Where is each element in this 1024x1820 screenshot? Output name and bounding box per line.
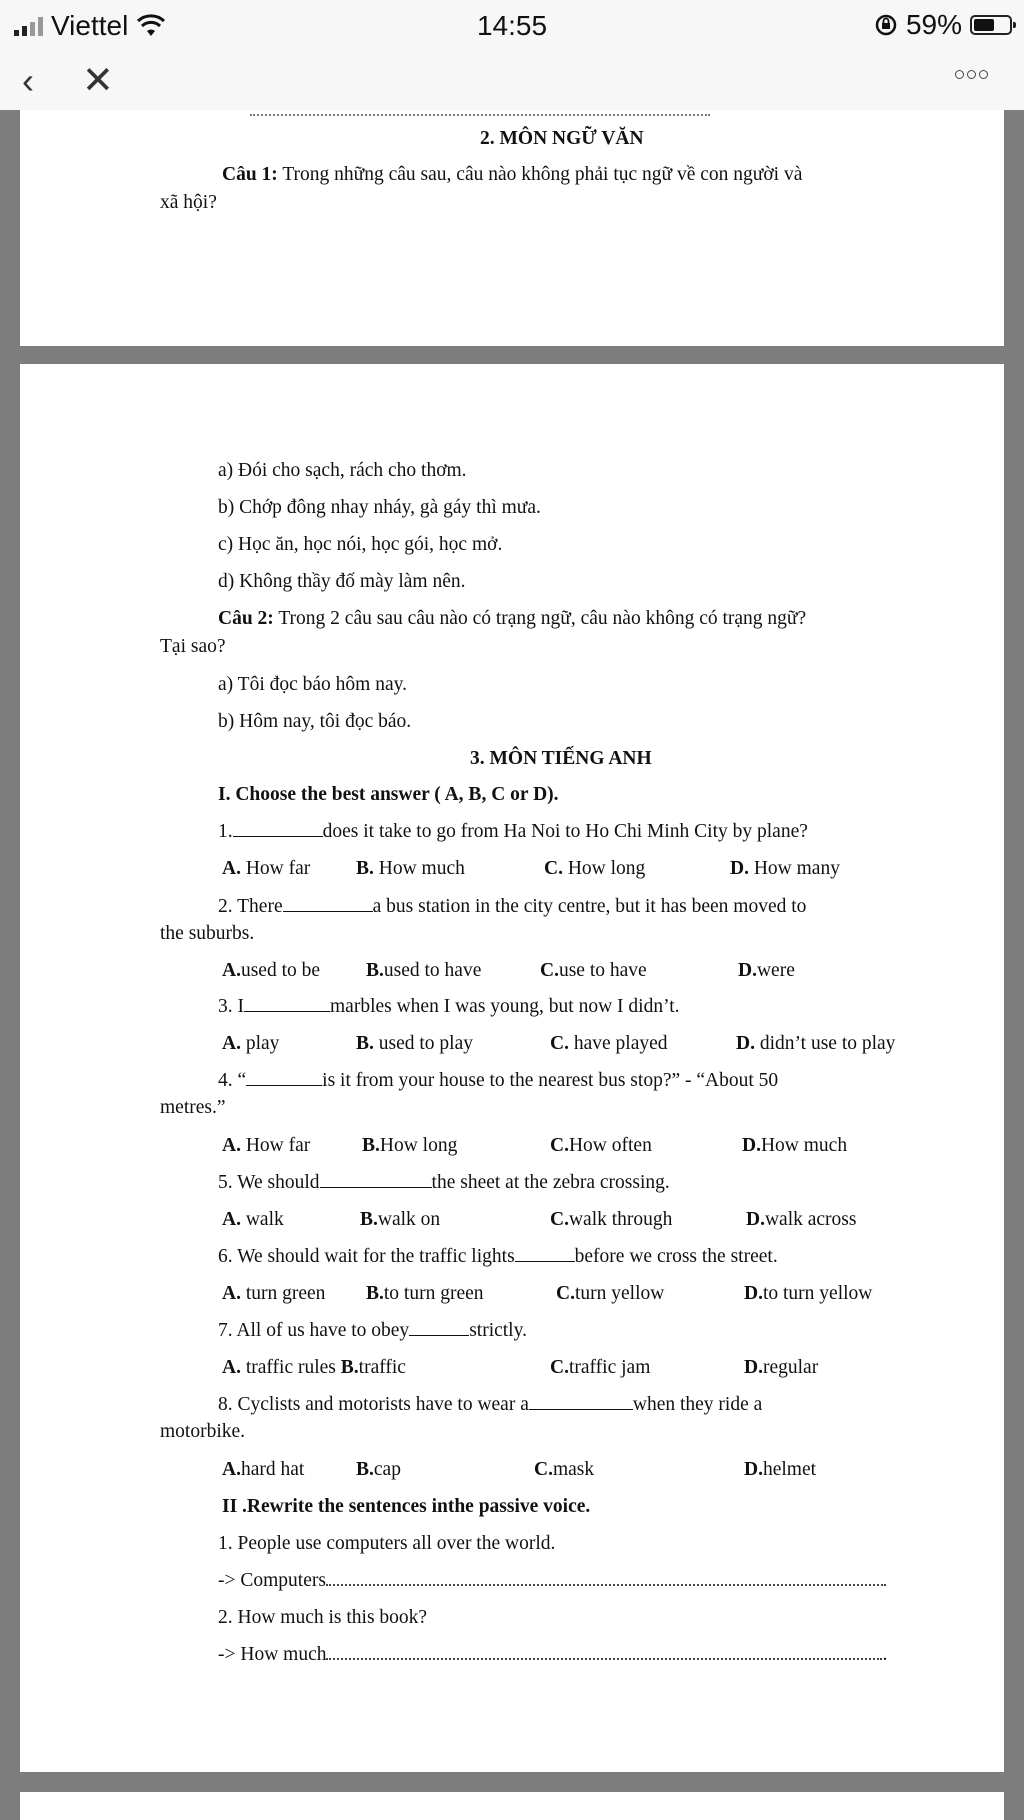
question-text: the sheet at the zebra crossing. <box>431 1172 670 1193</box>
question-text: 8. Cyclists and motorists have to wear a <box>218 1394 529 1415</box>
answer-option: A. walk <box>222 1209 284 1230</box>
answer-option: b) Hôm nay, tôi đọc báo. <box>218 711 412 732</box>
question-text: 5. We should <box>218 1172 320 1193</box>
answer-option: B.used to have <box>366 960 482 981</box>
rewrite-answer-lead: -> How much <box>218 1644 327 1665</box>
document-page <box>20 364 1004 1772</box>
close-icon[interactable]: ✕ <box>82 60 114 102</box>
viewer-nav-bar <box>0 52 1024 110</box>
answer-option: B.cap <box>356 1459 401 1480</box>
document-page <box>20 1792 1004 1820</box>
battery-icon <box>970 15 1012 35</box>
answer-option: B. How much <box>356 858 465 879</box>
question-text: 3. I <box>218 996 244 1017</box>
answer-blank <box>246 1071 322 1086</box>
rewrite-answer-line <box>218 1570 886 1592</box>
answer-option: B. used to play <box>356 1033 473 1054</box>
section-heading: 3. MÔN TIẾNG ANH <box>470 748 652 769</box>
document-viewer[interactable] <box>0 110 1024 1820</box>
section-heading: 2. MÔN NGỮ VĂN <box>480 128 644 149</box>
cropped-text-fragment <box>250 110 710 116</box>
carrier-name: Viettel <box>51 10 129 41</box>
question-text: Trong 2 câu sau câu nào có trạng ngữ, câu nào không có trạng ngữ? <box>278 608 807 629</box>
answer-option: B.How long <box>362 1135 458 1156</box>
answer-option: C. How long <box>544 858 646 879</box>
answer-option: C.mask <box>534 1459 595 1480</box>
answer-option: A. How far <box>222 858 311 879</box>
answer-option: C.How often <box>550 1135 652 1156</box>
answer-blank <box>529 1395 633 1410</box>
rewrite-prompt: 1. People use computers all over the world. <box>218 1533 556 1554</box>
question-label: Câu 2: <box>218 608 274 629</box>
question-text: 2. There <box>218 896 283 917</box>
more-options-icon[interactable] <box>955 70 988 79</box>
question-text: does it take to go from Ha Noi to Ho Chi Minh City by plane? <box>322 821 808 842</box>
answer-option: C.walk through <box>550 1209 673 1230</box>
answer-option: D.to turn yellow <box>744 1283 873 1304</box>
question-text: 1. <box>218 821 233 842</box>
status-bar <box>0 0 1024 52</box>
answer-option: A. turn green <box>222 1283 326 1304</box>
answer-blank <box>244 997 330 1012</box>
answer-option: A.used to be <box>222 960 321 981</box>
question-text: before we cross the street. <box>574 1246 778 1267</box>
question-line <box>218 821 808 843</box>
question-continuation: xã hội? <box>160 192 217 213</box>
answer-option: C. have played <box>550 1033 668 1054</box>
answer-option: c) Học ăn, học nói, học gói, học mở. <box>218 534 503 555</box>
question-text: marbles when I was young, but now I didn’t. <box>330 996 680 1017</box>
answer-option: D.helmet <box>744 1459 817 1480</box>
answer-option: D.regular <box>744 1357 819 1378</box>
question-continuation: metres.” <box>160 1097 226 1118</box>
answer-option: D. How many <box>730 858 840 879</box>
battery-group <box>874 9 1012 41</box>
answer-option: B.walk on <box>360 1209 441 1230</box>
answer-option: A. play <box>222 1033 280 1054</box>
chevron-left-icon[interactable]: ‹ <box>22 60 34 101</box>
answer-dotted-line <box>326 1570 886 1586</box>
answer-option: C.turn yellow <box>556 1283 665 1304</box>
question-line <box>218 1394 762 1416</box>
question-text: 4. “ <box>218 1070 247 1091</box>
rewrite-prompt: 2. How much is this book? <box>218 1607 428 1628</box>
question-text: is it from your house to the nearest bus stop?” - “About 50 <box>322 1070 779 1091</box>
part-heading: II .Rewrite the sentences inthe passive voice. <box>222 1496 591 1517</box>
question-text: 7. All of us have to obey <box>218 1320 410 1341</box>
question-continuation: motorbike. <box>160 1421 246 1442</box>
question-line <box>218 996 680 1018</box>
document-page <box>20 110 1004 346</box>
question-line <box>222 164 802 186</box>
answer-option: d) Không thầy đố mày làm nên. <box>218 571 466 592</box>
answer-blank <box>320 1173 432 1188</box>
question-continuation: the suburbs. <box>160 923 255 944</box>
answer-blank <box>409 1321 469 1336</box>
question-text: when they ride a <box>632 1394 763 1415</box>
answer-option: A.hard hat <box>222 1459 305 1480</box>
question-text: strictly. <box>469 1320 527 1341</box>
rewrite-answer-lead: -> Computers <box>218 1570 326 1591</box>
question-line <box>218 896 806 918</box>
question-line <box>218 1320 527 1342</box>
answer-option: D. didn’t use to play <box>736 1033 896 1054</box>
answer-option: A. How far <box>222 1135 311 1156</box>
question-text: a bus station in the city centre, but it has been moved to <box>372 896 807 917</box>
battery-percent: 59% <box>905 9 962 40</box>
part-heading: I. Choose the best answer ( A, B, C or D). <box>218 784 559 805</box>
question-label: Câu 1: <box>222 164 278 185</box>
question-continuation: Tại sao? <box>160 636 226 657</box>
answer-option: C.traffic jam <box>550 1357 651 1378</box>
answer-option: b) Chớp đông nhay nháy, gà gáy thì mưa. <box>218 497 541 518</box>
answer-option: C.use to have <box>540 960 647 981</box>
question-text: Trong những câu sau, câu nào không phải tục ngữ về con người và <box>282 164 803 185</box>
answer-blank <box>233 822 323 837</box>
answer-blank <box>515 1247 575 1262</box>
question-line <box>218 1070 778 1092</box>
question-line <box>218 1246 778 1268</box>
question-line <box>218 608 806 630</box>
answer-option: B.to turn green <box>366 1283 484 1304</box>
answer-option: D.How much <box>742 1135 848 1156</box>
clock: 14:55 <box>476 10 548 41</box>
rewrite-answer-line <box>218 1644 887 1666</box>
answer-dotted-line <box>326 1644 882 1660</box>
answer-option: A. traffic rules B.traffic <box>222 1357 406 1378</box>
battery-fill <box>974 19 994 31</box>
answer-option: a) Đói cho sạch, rách cho thơm. <box>218 460 467 481</box>
answer-option: D.were <box>738 960 795 981</box>
answer-option: D.walk across <box>746 1209 857 1230</box>
answer-option: a) Tôi đọc báo hôm nay. <box>218 674 407 695</box>
question-text: 6. We should wait for the traffic lights <box>218 1246 515 1267</box>
answer-blank <box>283 897 373 912</box>
question-line <box>218 1172 670 1194</box>
rotation-lock-icon <box>874 13 898 37</box>
rewrite-answer-end: . <box>882 1644 888 1665</box>
